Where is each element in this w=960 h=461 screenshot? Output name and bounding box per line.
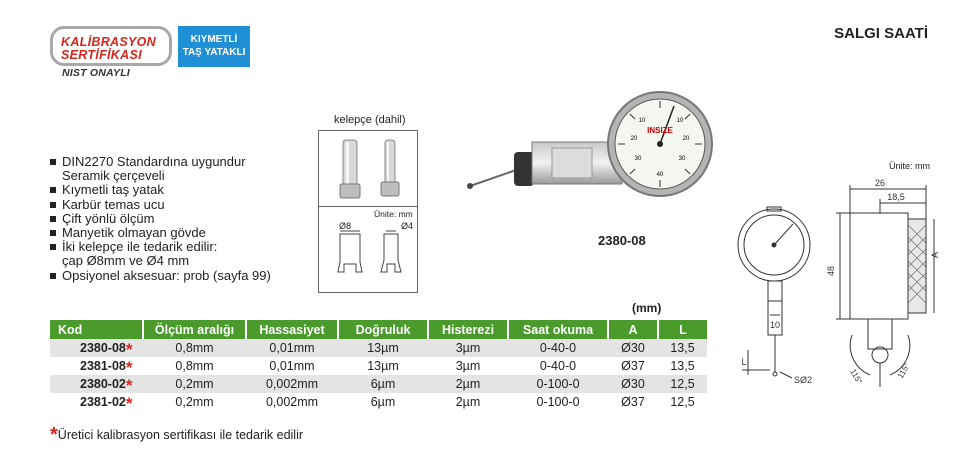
clamp-4mm-drawing [381, 234, 401, 272]
feature-subtext: Seramik çerçeveli [62, 168, 165, 184]
cell: 0,002mm [265, 395, 319, 409]
dial-mark: 30 [678, 156, 686, 162]
cell: 0,002mm [246, 375, 338, 393]
feature-text: Çift yönlü ölçüm [62, 210, 155, 226]
jewel-badge-line1: KIYMETLİ [190, 34, 238, 45]
star-icon: * [50, 424, 58, 446]
bullet-icon [50, 244, 56, 250]
feature-item [48, 198, 271, 212]
drawing-unit-label: Ünite: mm [889, 161, 931, 171]
cell: 13µm [338, 339, 428, 357]
table-row [50, 375, 707, 393]
cell: 12,5 [658, 375, 707, 393]
dial-mark: 20 [682, 136, 690, 142]
cell: 12,5 [670, 395, 695, 409]
cell: Ø37 [621, 395, 645, 409]
cell: 6µm [338, 375, 428, 393]
angle-right: 115° [895, 361, 912, 380]
cell: Ø30 [608, 375, 658, 393]
cell: 0-40-0 [539, 359, 577, 373]
feature-text: Manyetik olmayan gövde [62, 225, 206, 241]
cell: 0,8mm [175, 359, 214, 373]
cell: 0-100-0 [536, 395, 580, 409]
bullet-icon [50, 202, 56, 208]
cell: 0,2mm [175, 395, 214, 409]
dial-mark: 30 [634, 156, 642, 162]
clamp-8mm-image [340, 140, 360, 198]
column-header: Histerezi [428, 320, 508, 339]
cell: 0-100-0 [508, 375, 608, 393]
footnote [50, 424, 304, 446]
bullet-icon [50, 216, 56, 222]
table-row [50, 393, 707, 411]
dim-18-5: 18,5 [887, 192, 905, 202]
column-header: Kod [50, 320, 143, 339]
bullet-icon [50, 159, 56, 165]
dial-mark: 10 [676, 118, 684, 124]
clamp-4mm-image [381, 140, 399, 196]
cell: 6µm [370, 395, 396, 409]
clamp-d8-label: Ø8 [339, 221, 352, 231]
calibration-badge [50, 26, 172, 66]
bullet-icon [50, 230, 56, 236]
cell: 0,2mm [143, 375, 246, 393]
clamp-8mm-drawing [338, 234, 362, 272]
star-icon: * [125, 340, 133, 359]
page-title: SALGI SAATİ [834, 25, 928, 42]
star-icon: * [125, 394, 133, 413]
dim-l: L [741, 357, 747, 367]
footnote-text: Üretici kalibrasyon sertifikası ile tedarik edilir [57, 428, 304, 442]
dim-48: 48 [826, 265, 836, 277]
dim-10: 10 [769, 320, 781, 330]
bullet-icon [50, 187, 56, 193]
cell: 13µm [367, 359, 399, 373]
column-header: Hassasiyet [246, 320, 338, 339]
dial-mark: 20 [630, 136, 638, 142]
star-icon: * [125, 358, 133, 377]
cell: 0,8mm [143, 339, 246, 357]
cell: 0,01mm [246, 339, 338, 357]
clamp-d4-label: Ø4 [401, 221, 414, 231]
calibration-badge-line1: KALİBRASYON [61, 35, 156, 49]
feature-item [48, 269, 271, 283]
dim-26: 26 [874, 178, 886, 188]
cell: 2µm [428, 375, 508, 393]
jewel-bearing-badge [178, 26, 250, 67]
clamp-caption: kelepçe (dahil) [334, 114, 406, 126]
cell: Ø30 [608, 339, 658, 357]
column-header: Saat okuma [508, 320, 608, 339]
cell: 3µm [428, 339, 508, 357]
cell: 13,5 [670, 359, 695, 373]
dial-brand-text: INSIZE [647, 126, 673, 135]
cell-code: 2380-02* [50, 375, 143, 393]
cell-code: 2381-02* [80, 394, 133, 413]
dim-a: A [930, 251, 940, 259]
bullet-icon [50, 273, 56, 279]
cell: 0-40-0 [508, 339, 608, 357]
feature-item [48, 155, 271, 183]
cell: Ø37 [621, 359, 645, 373]
table-row [50, 339, 707, 357]
product-code: 2380-08 [598, 233, 646, 248]
feature-list [48, 155, 271, 283]
column-header: L [658, 320, 707, 339]
dial-indicator-image [462, 88, 740, 200]
nist-label: NIST ONAYLI [62, 67, 130, 79]
column-header: A [608, 320, 658, 339]
feature-subtext: çap Ø8mm ve Ø4 mm [62, 253, 190, 269]
star-icon: * [125, 376, 133, 395]
dial-mark: 10 [638, 118, 646, 124]
feature-item [48, 240, 271, 268]
feature-item [48, 212, 271, 226]
cell: 2µm [455, 395, 481, 409]
spec-table [50, 320, 707, 411]
table-header-row [50, 320, 707, 339]
jewel-badge-line2: TAŞ YATAKLI [182, 47, 246, 58]
column-header: Ölçüm aralığı [143, 320, 246, 339]
table-row [50, 357, 707, 375]
feature-text: İki kelepçe ile tedarik edilir: [62, 239, 218, 255]
table-unit-label: (mm) [632, 301, 662, 315]
dim-s2: SØ2 [794, 375, 813, 385]
cell: 3µm [455, 359, 481, 373]
dial-mark: 40 [656, 172, 664, 178]
calibration-badge-line2: SERTİFİKASI [61, 48, 142, 62]
cell: 13,5 [658, 339, 707, 357]
cell: 0,01mm [269, 359, 315, 373]
clamp-unit-label: Ünite: mm [374, 209, 413, 219]
feature-item [48, 183, 271, 197]
feature-text: Kıymetli taş yatak [62, 182, 164, 198]
feature-text: DIN2270 Standardına uygundur [62, 154, 246, 169]
cell-code: 2380-08* [50, 339, 143, 357]
technical-drawing [730, 175, 945, 405]
column-header: Doğruluk [338, 320, 428, 339]
cell-code: 2381-08* [80, 358, 133, 377]
angle-left: 115° [848, 367, 865, 386]
feature-text: Opsiyonel aksesuar: prob (sayfa 99) [62, 267, 271, 283]
feature-text: Karbür temas ucu [62, 196, 165, 212]
feature-item [48, 226, 271, 240]
